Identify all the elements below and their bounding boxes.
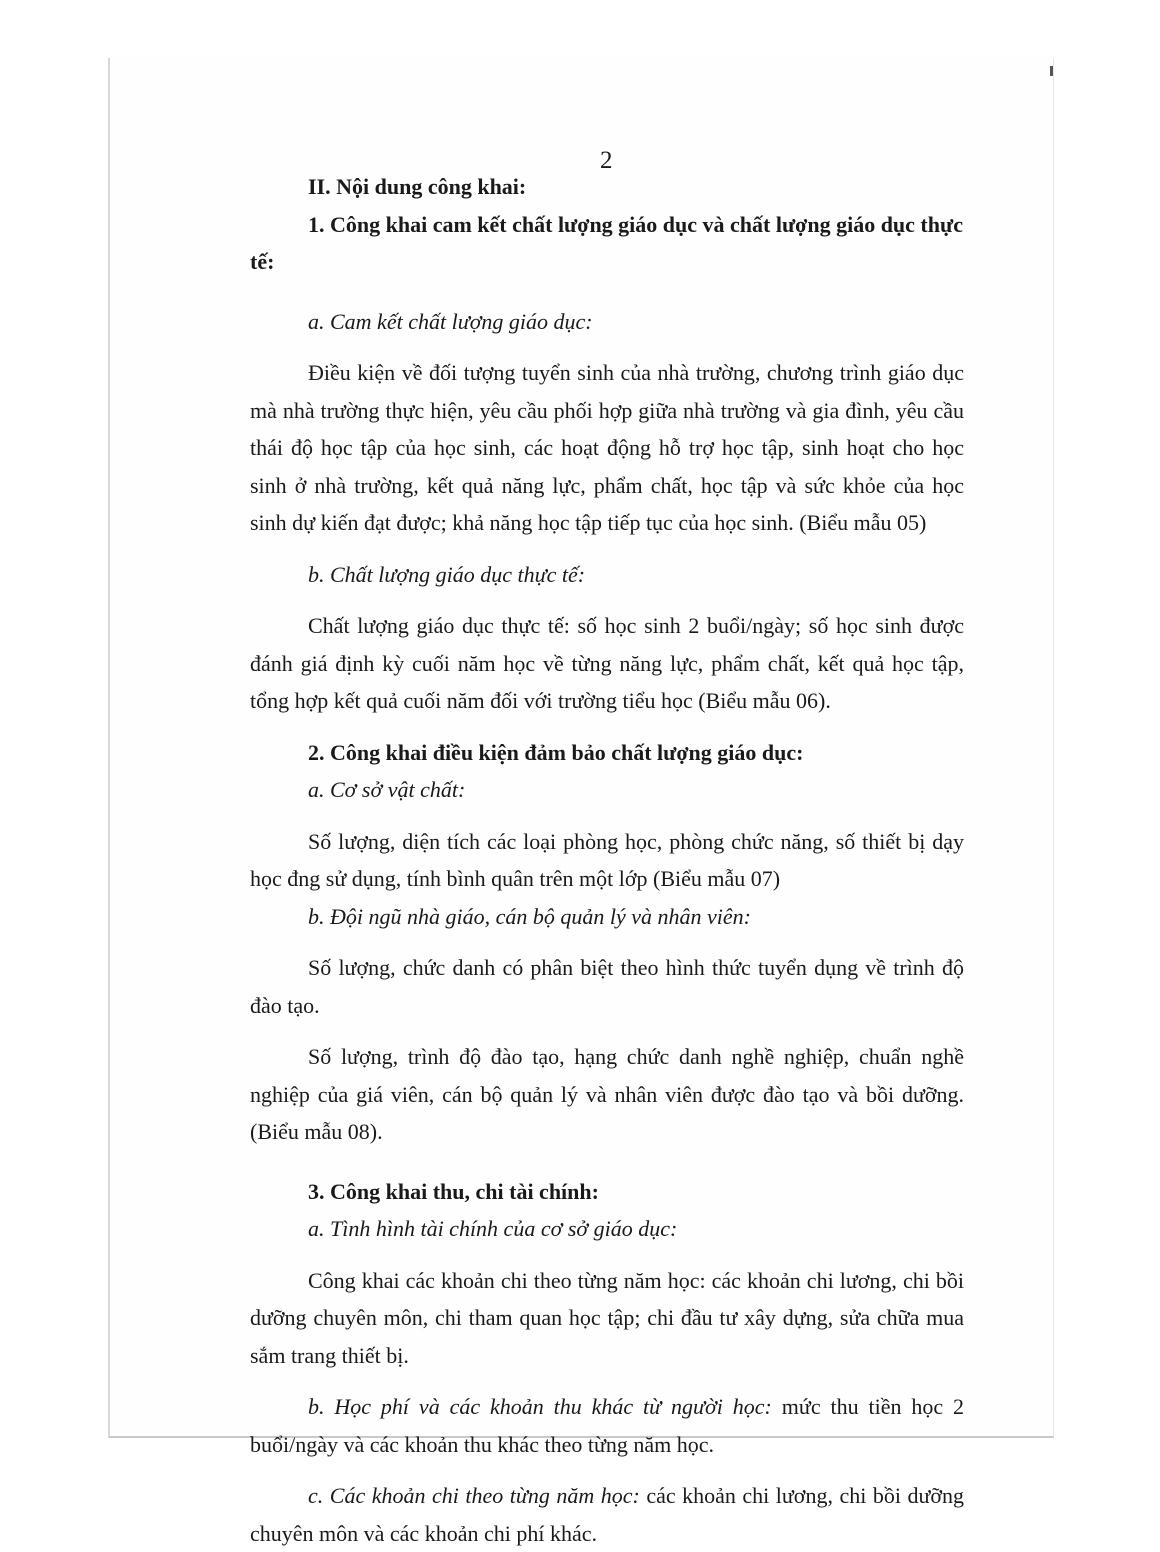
subheading-2a: a. Cơ sở vật chất:	[308, 777, 466, 802]
section-title: II. Nội dung công khai:	[308, 174, 527, 199]
heading-1: 1. Công khai cam kết chất lượng giáo dục và chất lượng giáo dục thực tế:	[250, 211, 963, 274]
page-number: 2	[600, 147, 613, 174]
paragraph-2b-2: Số lượng, trình độ đào tạo, hạng chức danh nghề nghiệp, chuẩn nghề nghiệp của giá viên, cán bộ quản lý và nhân viên được đào tạo và bồi dưỡng. (Biểu mẫu 08).	[250, 1044, 964, 1144]
paragraph-2a: Số lượng, diện tích các loại phòng học, phòng chức năng, số thiết bị dạy học đng sử dụng, tính bình quân trên một lớp (Biểu mẫu 07)	[250, 828, 964, 891]
heading-3: 3. Công khai thu, chi tài chính:	[308, 1178, 599, 1204]
subheading-1b: b. Chất lượng giáo dục thực tế:	[308, 561, 586, 587]
subheading-2b: b. Đội ngũ nhà giáo, cán bộ quản lý và nhân viên:	[308, 903, 751, 929]
paragraph-2b-1: Số lượng, chức danh có phân biệt theo hình thức tuyển dụng về trình độ đào tạo.	[250, 955, 964, 1018]
paragraph-3c	[250, 1477, 964, 1552]
paragraph-1a: Điều kiện về đối tượng tuyển sinh của nhà trường, chương trình giáo dục mà nhà trường thực hiện, yêu cầu phối hợp giữa nhà trường và gia đình, yêu cầu thái độ học tập của học sinh, các hoạt động hỗ trợ học tập, sinh hoạt cho học sinh ở nhà trường, kết quả năng lực, phẩm chất, học tập và sức khỏe của học sinh dự kiến đạt được; khả năng học tập tiếp tục của học sinh. (Biểu mẫu 05)	[250, 360, 964, 535]
paragraph-1b: Chất lượng giáo dục thực tế: số học sinh 2 buổi/ngày; số học sinh được đánh giá định kỳ cuối năm học về từng năng lực, phẩm chất, kết quả học tập, tổng hợp kết quả cuối năm đối với trường tiểu học (Biểu mẫu 06).	[250, 613, 964, 713]
scan-mark	[1050, 66, 1053, 76]
subheading-1a: a. Cam kết chất lượng giáo dục:	[308, 308, 593, 334]
label-3b: b. Học phí và các khoản thu khác từ người học:	[308, 1394, 772, 1419]
document-body	[250, 168, 964, 1552]
paragraph-3b	[250, 1388, 964, 1463]
label-3c: c. Các khoản chi theo từng năm học:	[308, 1483, 640, 1508]
subheading-3a: a. Tình hình tài chính của cơ sở giáo dục:	[308, 1216, 678, 1241]
text-3c: các khoản chi lương, chi bồi dưỡng chuyên môn và các khoản chi phí khác.	[250, 1483, 964, 1546]
paragraph-3a: Công khai các khoản chi theo từng năm học: các khoản chi lương, chi bồi dưỡng chuyên môn, chi tham quan học tập; chi đầu tư xây dựng, sửa chữa mua sắm trang thiết bị.	[250, 1267, 964, 1368]
text-3b: mức thu tiền học 2 buổi/ngày và các khoản thu khác theo từng năm học.	[250, 1394, 964, 1457]
heading-2: 2. Công khai điều kiện đảm bảo chất lượng giáo dục:	[308, 739, 804, 765]
